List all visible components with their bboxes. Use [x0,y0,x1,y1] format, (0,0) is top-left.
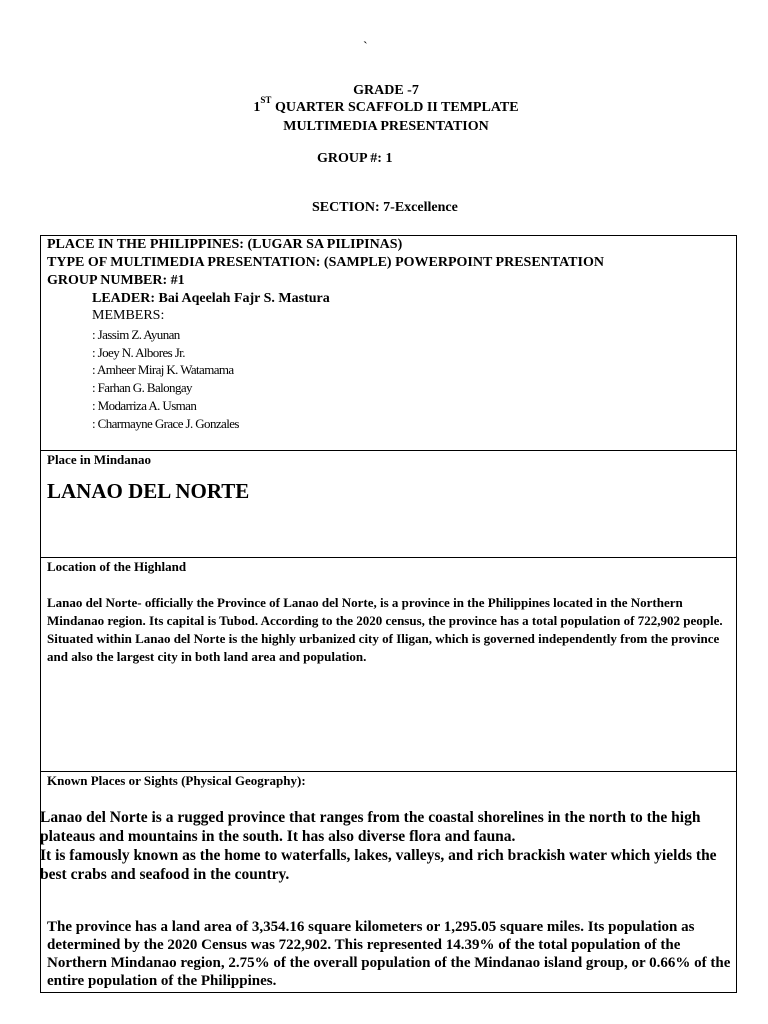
member-item: : Farhan G. Balongay [92,380,192,395]
sights-text-2: It is famously known as the home to waterfalls, lakes, valleys, and rich brackish water which yields the best crabs and seafood in the country. [40,847,717,883]
member-item: : Modarriza A. Usman [92,398,197,413]
mindanao-row [41,451,736,558]
member-item: : Amheer Miraj K. Watamama [92,362,234,377]
sights-text-3: The province has a land area of 3,354.16 square kilometers or 1,295.05 square miles. Its population as determined by the 2020 Census was 722,902. This represented 14.39% of the total population of the Northern Mindanao region, 2.75% of the overall population of the Mindanao island group, or 0.66% of the entire population of the Philippines. [47,919,731,989]
member-item: : Joey N. Albores Jr. [92,345,185,360]
group-number: GROUP #: 1 [317,151,393,166]
members-label: MEMBERS: [92,308,165,323]
presentation-heading: MULTIMEDIA PRESENTATION [283,119,489,134]
leader-name: LEADER: Bai Aqeelah Fajr S. Mastura [92,291,330,306]
sights-row [41,772,736,993]
sights-text-1: Lanao del Norte is a rugged province that ranges from the coastal shorelines in the north to the high plateaus and mountains in the south. It has also diverse flora and fauna. [40,809,701,845]
location-label: Location of the Highland [47,559,187,574]
member-item: : Jassim Z. Ayunan [92,327,180,342]
location-text: Lanao del Norte- officially the Province of Lanao del Norte, is a province in the Philippines located in the Northern Mindanao region. Its capital is Tubod. According to the 2020 census, the province has a total population of 722,902 people. Situated within Lanao del Norte is the highly urbanized city of Iligan, which is governed independently from the province and also the largest city in both land area and population. [47,595,723,664]
section-label: SECTION: 7-Excellence [312,200,458,215]
quarter-title: QUARTER SCAFFOLD II TEMPLATE [271,100,519,115]
province-name: LANAO DEL NORTE [47,479,250,503]
quarter-ordinal: ST [260,95,272,106]
template-table [40,235,737,993]
place-label: PLACE IN THE PHILIPPINES: (LUGAR SA PILIPINAS) [47,237,403,252]
info-row [41,236,736,451]
sights-label: Known Places or Sights (Physical Geography): [47,773,306,788]
mindanao-label: Place in Mindanao [47,452,152,467]
quarter-number: 1 [253,100,261,115]
presentation-type: TYPE OF MULTIMEDIA PRESENTATION: (SAMPLE) POWERPOINT PRESENTATION [47,255,604,270]
member-item: : Charmayne Grace J. Gonzales [92,416,239,431]
group-number-label: GROUP NUMBER: #1 [47,273,185,288]
location-row [41,558,736,772]
grade-heading: GRADE -7 [353,83,419,98]
quarter-heading [2,95,768,116]
stray-mark: ` [363,40,368,55]
